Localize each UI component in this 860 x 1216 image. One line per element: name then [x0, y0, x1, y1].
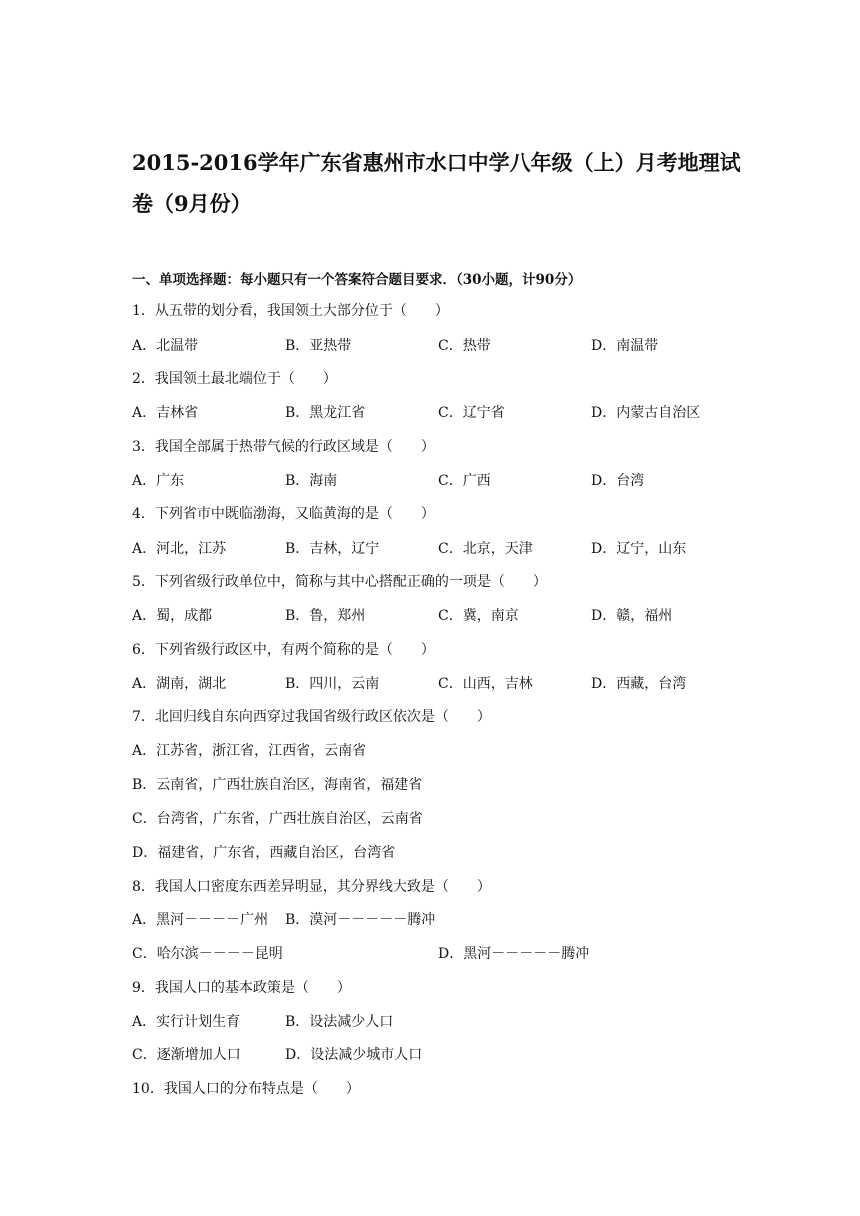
- question-6-option-b: B．四川，云南: [285, 676, 380, 692]
- question-5-option-b: B．鲁，郑州: [285, 608, 366, 624]
- question-3-option-d: D．台湾: [591, 473, 645, 489]
- question-6-option-a: A．湖南，湖北: [132, 676, 227, 692]
- question-1-option-c: C．热带: [438, 338, 491, 354]
- question-2-stem: 2．我国领土最北端位于（ ）: [132, 371, 337, 387]
- question-1-stem: 1．从五带的划分看，我国领土大部分位于（ ）: [132, 303, 449, 319]
- question-3-option-b: B．海南: [285, 473, 338, 489]
- question-7-option-c: C．台湾省，广东省，广西壮族自治区，云南省: [132, 811, 423, 827]
- question-4-options: [132, 538, 752, 560]
- question-2-option-b: B．黑龙江省: [285, 405, 366, 421]
- question-8-stem: 8．我国人口密度东西差异明显，其分界线大致是（ ）: [132, 879, 491, 895]
- question-7-option-a: A．江苏省，浙江省，江西省，云南省: [132, 743, 367, 759]
- question-9-options-row-1: [132, 1011, 752, 1033]
- question-8-options-row-1: [132, 909, 752, 931]
- question-1-option-a: A．北温带: [132, 338, 199, 354]
- question-1-options: [132, 335, 752, 357]
- question-9-option-b: B．设法减少人口: [285, 1014, 394, 1030]
- question-3-options: [132, 470, 752, 492]
- question-4-option-c: C．北京，天津: [438, 541, 533, 557]
- question-2-option-c: C．辽宁省: [438, 405, 505, 421]
- question-7-option-b: B．云南省，广西壮族自治区，海南省，福建省: [132, 777, 423, 793]
- question-9-option-a: A．实行计划生育: [132, 1014, 241, 1030]
- question-6-option-c: C．山西，吉林: [438, 676, 533, 692]
- question-1-option-d: D．南温带: [591, 338, 659, 354]
- question-9-stem: 9．我国人口的基本政策是（ ）: [132, 980, 351, 996]
- question-5-option-a: A．蜀，成都: [132, 608, 213, 624]
- question-8-option-c: C．哈尔滨－－－－昆明: [132, 946, 283, 962]
- question-5-stem: 5．下列省级行政单位中，简称与其中心搭配正确的一项是（ ）: [132, 574, 547, 590]
- question-6-stem: 6．下列省级行政区中，有两个简称的是（ ）: [132, 642, 435, 658]
- question-9-option-c: C．逐渐增加人口: [132, 1047, 241, 1063]
- question-5-option-c: C．冀，南京: [438, 608, 519, 624]
- exam-title: [132, 142, 752, 224]
- question-1-option-b: B．亚热带: [285, 338, 352, 354]
- question-5-option-d: D．赣，福州: [591, 608, 673, 624]
- question-3-option-a: A．广东: [132, 473, 185, 489]
- question-8-option-b: B．漠河－－－－－腾冲: [285, 912, 436, 928]
- question-8-option-a: A．黑河－－－－广州: [132, 912, 269, 928]
- question-5-options: [132, 605, 752, 627]
- question-3-option-c: C．广西: [438, 473, 491, 489]
- exam-title-line-2: 卷（9月份）: [132, 191, 252, 216]
- question-8-options-row-2: [132, 943, 752, 965]
- question-6-option-d: D．西藏，台湾: [591, 676, 687, 692]
- question-4-option-b: B．吉林，辽宁: [285, 541, 380, 557]
- question-9-option-d: D．设法减少城市人口: [285, 1047, 423, 1063]
- question-7-option-d: D．福建省，广东省，西藏自治区，台湾省: [132, 845, 396, 861]
- question-8-option-d: D．黑河－－－－－腾冲: [438, 946, 590, 962]
- section-heading: 一、单项选择题：每小题只有一个答案符合题目要求．（30小题，计90分）: [132, 272, 582, 288]
- question-10-stem: 10．我国人口的分布特点是（ ）: [132, 1081, 360, 1097]
- question-6-options: [132, 673, 752, 695]
- question-3-stem: 3．我国全部属于热带气候的行政区域是（ ）: [132, 439, 435, 455]
- question-2-option-d: D．内蒙古自治区: [591, 405, 701, 421]
- question-4-stem: 4．下列省市中既临渤海，又临黄海的是（ ）: [132, 506, 435, 522]
- question-7-stem: 7．北回归线自东向西穿过我国省级行政区依次是（ ）: [132, 709, 491, 725]
- question-2-option-a: A．吉林省: [132, 405, 199, 421]
- question-2-options: [132, 402, 752, 424]
- question-4-option-d: D．辽宁，山东: [591, 541, 687, 557]
- question-4-option-a: A．河北，江苏: [132, 541, 227, 557]
- question-9-options-row-2: [132, 1044, 752, 1066]
- exam-title-line-1: 2015-2016学年广东省惠州市水口中学八年级（上）月考地理试: [132, 150, 741, 175]
